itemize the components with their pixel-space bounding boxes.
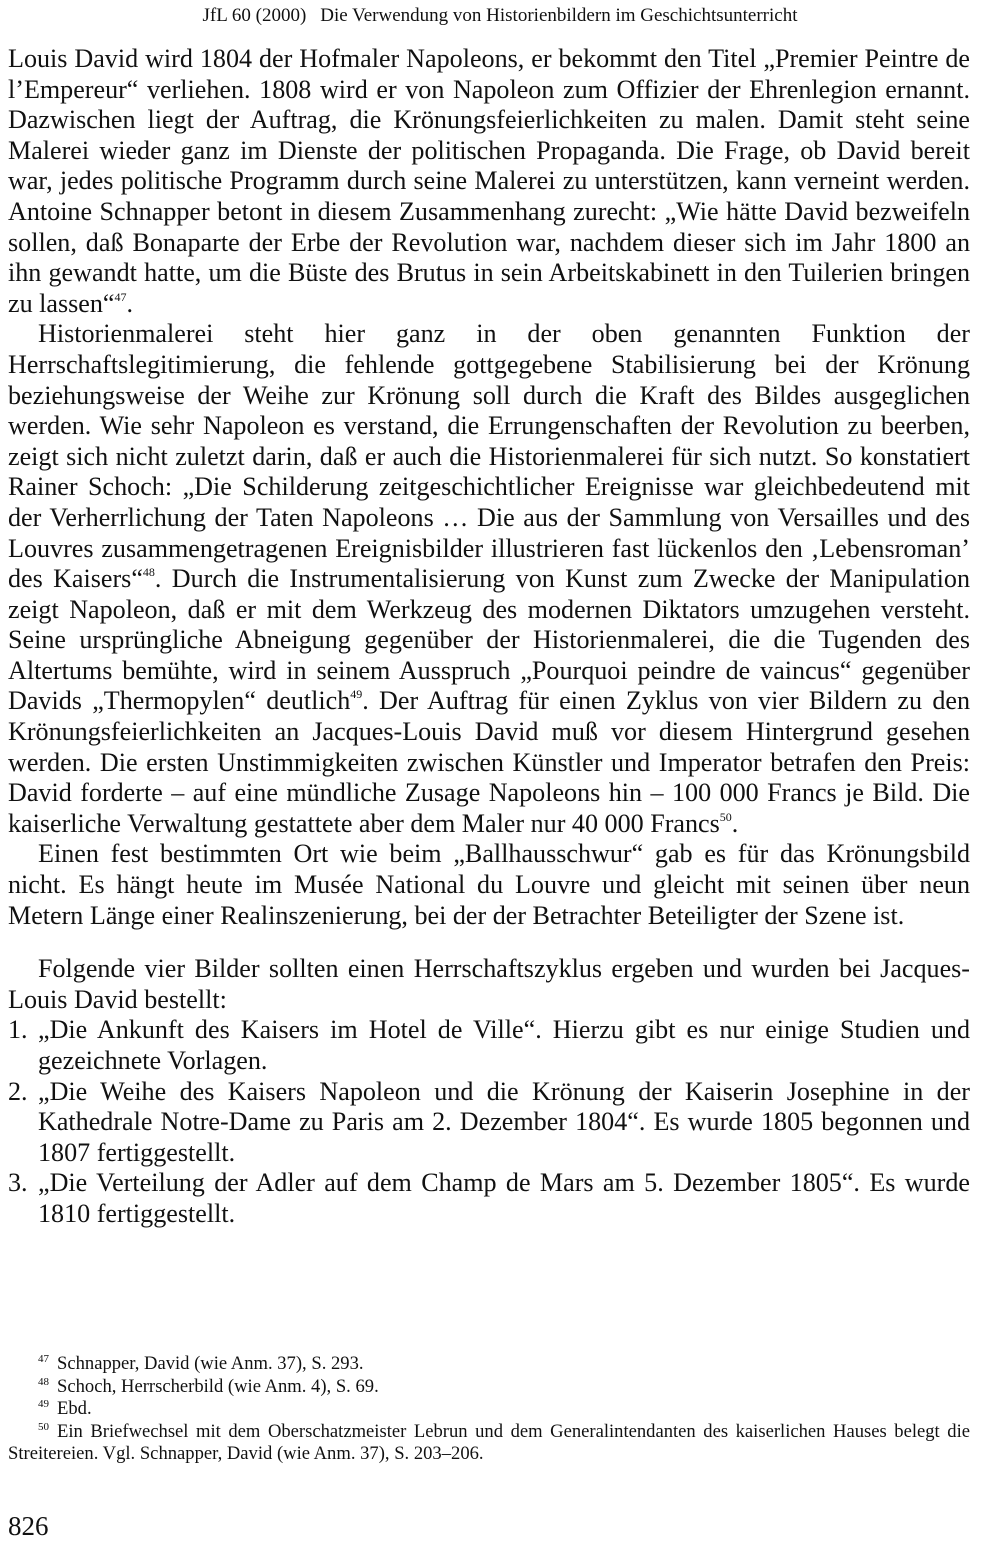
footnote xyxy=(8,1353,970,1376)
footnote-number: 47 xyxy=(38,1353,49,1365)
page-number: 826 xyxy=(8,1511,49,1541)
running-header xyxy=(0,4,1000,28)
footnote-number: 48 xyxy=(38,1375,49,1388)
paragraph-2-end: . xyxy=(731,808,739,838)
list-item xyxy=(8,1168,970,1229)
journal-reference: JfL 60 (2000) xyxy=(202,5,307,26)
footnotes xyxy=(8,1353,970,1466)
footnote-ref-49[interactable]: 49 xyxy=(350,687,363,702)
footnote-number: 49 xyxy=(38,1398,49,1411)
paragraph-1-end: . xyxy=(126,288,134,318)
list-item-text: „Die Weihe des Kaisers Napoleon und die Krönung der Kaiserin Josephine in der Kathedrale Notre-Dame zu Paris am 2. Dezember 1804“. Es wurde 1805 begonnen und 1807 fertiggestellt. xyxy=(38,1076,970,1167)
footnote xyxy=(8,1376,970,1399)
paragraph-2 xyxy=(8,319,970,839)
list-item-text: „Die Verteilung der Adler auf dem Champ de Mars am 5. Dezember 1805“. Es wurde 1810 fertiggestellt. xyxy=(38,1168,970,1228)
footnote-text: Schnapper, David (wie Anm. 37), S. 293. xyxy=(57,1353,364,1374)
paragraph-3: Einen fest bestimmten Ort wie beim „Ballhausschwur“ gab es für das Krönungsbild nicht. Es hängt heute im Musée National du Louvre und gleicht mit seinen über neun Metern Länge einer Realinszenierung, bei der der Betrachter Beteiligter der Szene ist. xyxy=(8,839,970,930)
footnote-number: 50 xyxy=(38,1420,49,1433)
paragraph-1 xyxy=(8,44,970,319)
footnote-text: Schoch, Herrscherbild (wie Anm. 4), S. 69. xyxy=(57,1375,379,1397)
paragraph-2-text-c: . Der Auftrag für einen Zyklus von vier Bildern zu den Krönungsfeierlichkeiten an Jacques-Louis David muß vor diesem Hintergrund gesehen werden. Die ersten Unstimmigkeiten zwischen Künstler und Imperator betrafen den Preis: David forderte – auf eine mündliche Zusage Napoleons hin – 100 000 Francs je Bild. Die kaiserliche Verwaltung gestattete aber dem Maler nur 40 000 Francs xyxy=(8,686,971,838)
footnote-ref-50[interactable]: 50 xyxy=(719,809,732,824)
list-item xyxy=(8,1077,970,1169)
list-item-number: 1. xyxy=(8,1015,28,1045)
list-item-number: 2. xyxy=(8,1076,28,1106)
list-item-text: „Die Ankunft des Kaisers im Hotel de Ville“. Hierzu gibt es nur einige Studien und gezeichnete Vorlagen. xyxy=(38,1015,970,1075)
footnote-text: Ebd. xyxy=(57,1398,92,1420)
painting-list xyxy=(8,1015,970,1229)
paragraph-1-text: Louis David wird 1804 der Hofmaler Napoleons, er bekommt den Titel „Premier Peintre de l’Empereur“ verliehen. 1808 wird er von Napoleon zum Offizier der Ehrenlegion ernannt. Dazwischen liegt der Auftrag, die Krönungsfeierlichkeiten zu malen. Damit steht seine Malerei wieder ganz im Dienste der politischen Propaganda. Die Frage, ob David bereit war, jedes politische Programm durch seine Malerei zu unterstützen, kann verneint werden. Antoine Schnapper betont in diesem Zusammenhang zurecht: „Wie hätte David bezweifeln sollen, daß Bonaparte der Erbe der Revolution war, nachdem dieser sich im Jahr 1800 an ihn gewandt hatte, um die Büste des Brutus in sein Arbeitskabinett in den Tuilerien bringen zu lassen“ xyxy=(8,44,970,318)
footnote-text: Ein Briefwechsel mit dem Oberschatzmeister Lebrun und dem Generalintendanten des kaiserlichen Hauses belegt die Streitereien. Vgl. Schnapper, David (wie Anm. 37), S. 203–206. xyxy=(8,1420,970,1465)
footnote xyxy=(8,1398,970,1421)
paragraph-4: Folgende vier Bilder sollten einen Herrschaftszyklus ergeben und wurden bei Jacques-Louis David bestellt: xyxy=(8,954,970,1014)
paragraph-2-text-b: . Durch die Instrumentalisierung von Kunst zum Zwecke der Manipulation zeigt Napoleon, daß er mit dem Werkzeug des modernen Diktators umzugehen versteht. Seine ursprüngliche Abneigung gegenüber der Historienmalerei, die die Tugenden des Altertums bemühte, wird in seinem Ausspruch „Pourquoi peindre de vaincus“ gegenüber Davids „Thermopylen“ deutlich xyxy=(8,564,970,716)
footnote-ref-48[interactable]: 48 xyxy=(142,565,155,580)
body-text xyxy=(8,44,970,1230)
list-item xyxy=(8,1015,970,1076)
running-title: Die Verwendung von Historienbildern im Geschichtsunterricht xyxy=(320,5,798,26)
paragraph-2-text-a: Historienmalerei steht hier ganz in der oben genannten Funktion der Herrschaftslegitimierung, die fehlende gottgegebene Stabilisierung bei der Krönung beziehungsweise der Weihe zur Krönung soll durch die Kraft des Bildes ausgeglichen werden. Wie sehr Napoleon es verstand, die Errungenschaften der Revolution zu beerben, zeigt sich nicht zuletzt darin, daß er auch die Historienmalerei für sich nutzt. So konstatiert Rainer Schoch: „Die Schilderung zeitgeschichtlicher Ereignisse war gleichbedeutend mit der Verherrlichung der Taten Napoleons … Die aus der Sammlung von Versailles und des Louvres zusammengetragenen Ereignisbilder illustrieren fast lückenlos den ‚Lebensroman’ des Kaisers“ xyxy=(8,319,970,594)
footnote xyxy=(8,1421,970,1466)
footnote-ref-47[interactable]: 47 xyxy=(114,289,127,304)
list-item-number: 3. xyxy=(8,1168,28,1198)
